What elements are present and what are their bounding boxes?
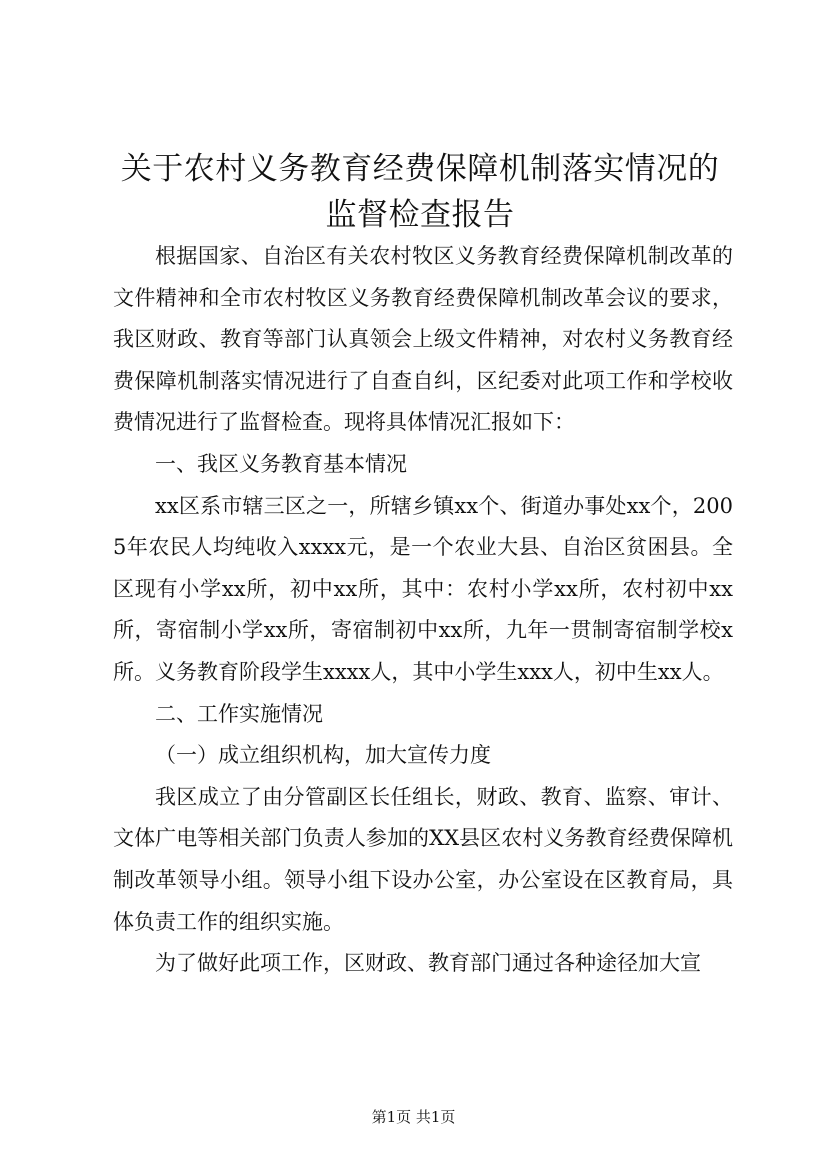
subsection-heading-1: （一）成立组织机构，加大宣传力度 bbox=[155, 743, 491, 768]
paragraph-intro: 根据国家、自治区有关农村牧区义务教育经费保障机制改革的文件精神和全市农村牧区义务教育经费保障机制改革会议的要求，我区财政、教育等部门认真领会上级文件精神，对农村义务教育经费保障机制落实情况进行了自查自纠，区纪委对此项工作和学校收费情况进行了监督检查。现将具体情况汇报如下： bbox=[113, 244, 733, 435]
section-heading-2: 二、工作实施情况 bbox=[155, 701, 323, 726]
section-heading-1: 一、我区义务教育基本情况 bbox=[155, 451, 407, 476]
page-footer: 第1页 共1页 bbox=[371, 1108, 456, 1126]
paragraph-basic-info: xx区系市辖三区之一，所辖乡镇xx个、街道办事处xx个，2005年农民人均纯收入xxxx元，是一个农业大县、自治区贫困县。全区现有小学xx所，初中xx所，其中：农村小学xx所，农村初中xx所，寄宿制小学xx所，寄宿制初中xx所，九年一贯制寄宿制学校x所。义务教育阶段学生xxxx人，其中小学生xxx人，初中生xx人。 bbox=[113, 493, 733, 684]
document-title: 关于农村义务教育经费保障机制落实情况的监督检查报告 bbox=[120, 151, 720, 233]
paragraph-organization: 我区成立了由分管副区长任组长，财政、教育、监察、审计、文体广电等相关部门负责人参加的XX县区农村义务教育经费保障机制改革领导小组。领导小组下设办公室，办公室设在区教育局，具体负责工作的组织实施。 bbox=[113, 784, 733, 934]
paragraph-publicity: 为了做好此项工作，区财政、教育部门通过各种途径加大宣 bbox=[155, 951, 701, 976]
document-body bbox=[113, 236, 733, 985]
